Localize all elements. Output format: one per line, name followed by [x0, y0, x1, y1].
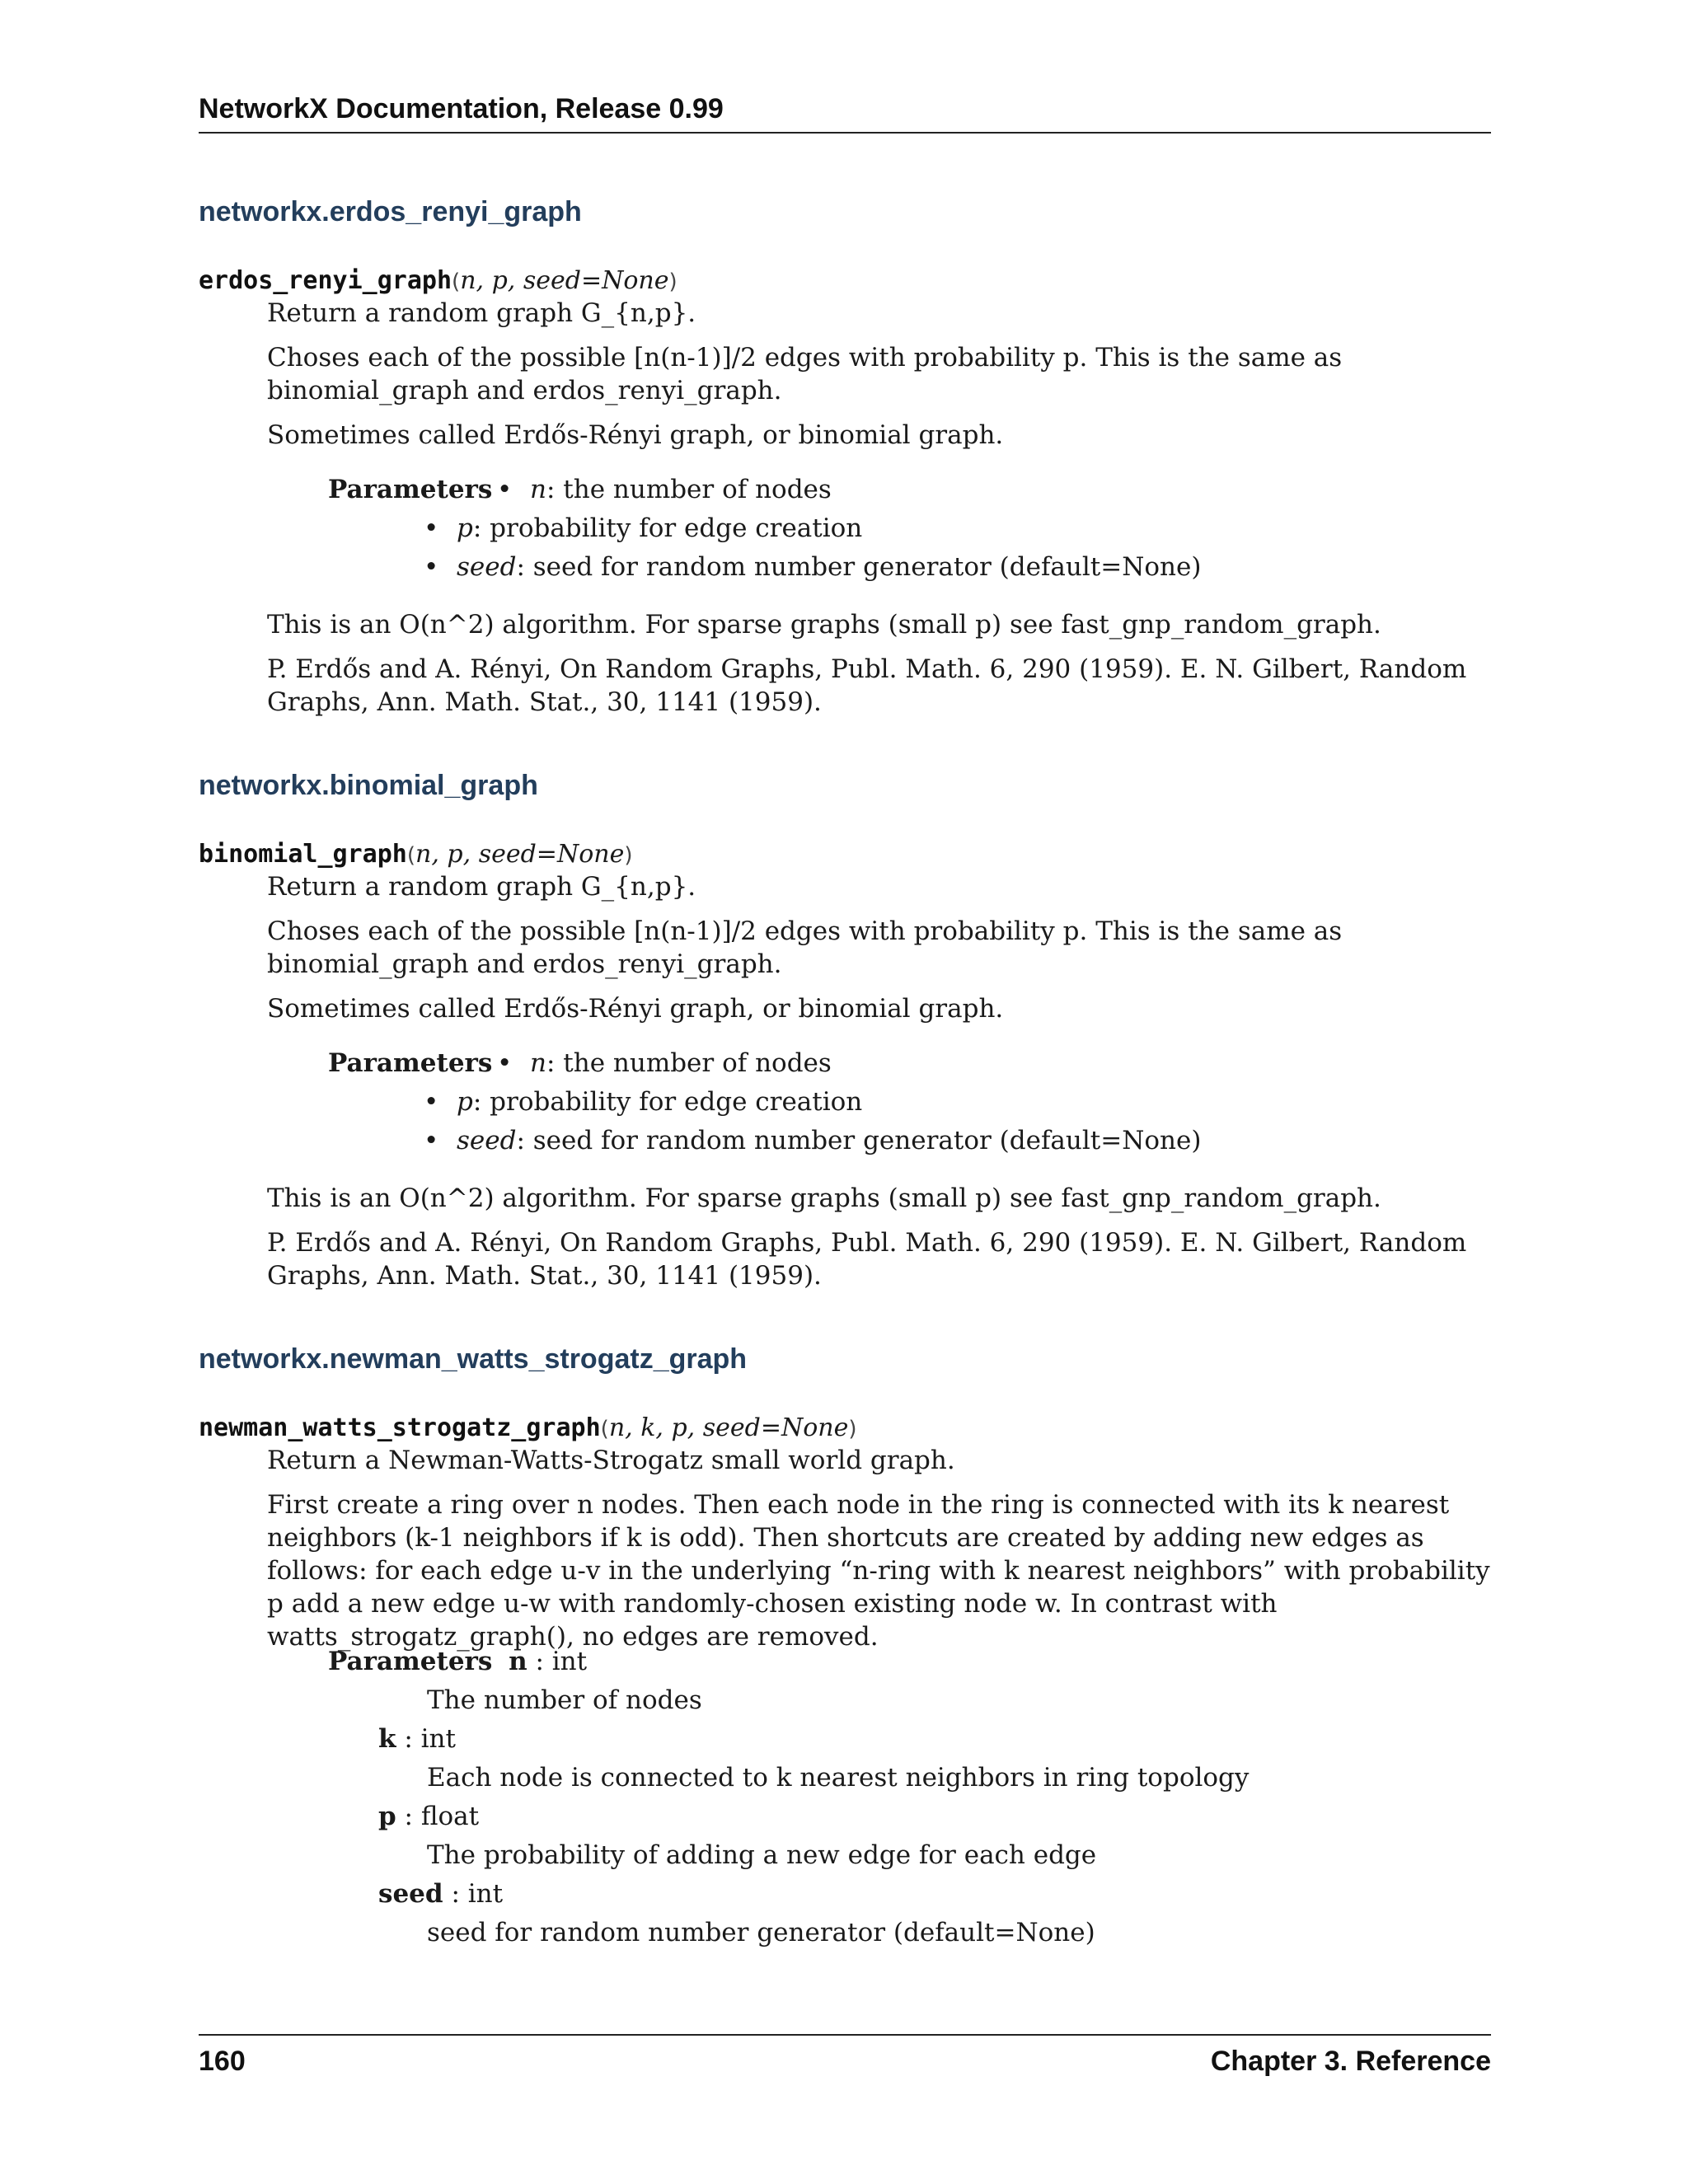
param-entry: [378, 1720, 456, 1759]
function-notes: [267, 1182, 1492, 1304]
parameters-label-row: [328, 1643, 587, 1681]
section-heading-binomial: networkx.binomial_graph: [199, 770, 538, 801]
function-description: [267, 297, 1492, 463]
parameters-label: Parameters: [328, 1647, 493, 1676]
description: Choses each of the possible [n(n-1)]/2 edges with probability p. This is the same as binomial_graph and erdos_renyi_graph.: [267, 916, 1343, 979]
param-item: p: probability for edge creation: [457, 1087, 863, 1117]
function-name: newman_watts_strogatz_graph: [199, 1413, 601, 1442]
description-aka: Sometimes called Erdős-Rényi graph, or binomial graph.: [267, 994, 1004, 1024]
parameters-list: Parameters • n: the number of nodes • p: probability for edge creation • seed: seed for random number generator (default=None): [328, 1044, 1482, 1160]
header-title: NetworkX Documentation, Release 0.99: [199, 93, 724, 124]
function-args: n, p, seed=None: [460, 266, 669, 295]
function-description: [267, 1444, 1492, 1665]
param-name: p: [378, 1802, 396, 1831]
section-heading-erdos-renyi: networkx.erdos_renyi_graph: [199, 196, 582, 227]
function-description: [267, 870, 1492, 1037]
param-item: n: the number of nodes: [530, 1048, 832, 1078]
function-name: erdos_renyi_graph: [199, 266, 452, 295]
function-signature: erdos_renyi_graph(n, p, seed=None): [199, 266, 678, 295]
description-aka: Sometimes called Erdős-Rényi graph, or binomial graph.: [267, 420, 1004, 450]
section-heading-newman-watts-strogatz: networkx.newman_watts_strogatz_graph: [199, 1343, 748, 1375]
param-item: seed: seed for random number generator (default=None): [457, 552, 1202, 582]
page-footer: [199, 2034, 1491, 2078]
function-args: n, k, p, seed=None: [608, 1413, 849, 1442]
param-entry: [378, 1797, 479, 1836]
param-name: n: [509, 1647, 528, 1676]
function-signature: newman_watts_strogatz_graph(n, k, p, seed=None): [199, 1413, 857, 1442]
summary: Return a Newman-Watts-Strogatz small world graph.: [267, 1446, 955, 1475]
param-type: : int: [451, 1879, 504, 1909]
param-name: k: [378, 1724, 396, 1754]
param-description: Each node is connected to k nearest neighbors in ring topology: [427, 1763, 1250, 1793]
param-item: p: probability for edge creation: [457, 513, 863, 543]
complexity-note: This is an O(n^2) algorithm. For sparse graphs (small p) see fast_gnp_random_graph.: [267, 1183, 1381, 1213]
parameters-list: Parameters • n: the number of nodes • p: probability for edge creation • seed: seed for random number generator (default=None): [328, 471, 1482, 587]
references: P. Erdős and A. Rényi, On Random Graphs, Publ. Math. 6, 290 (1959). E. N. Gilbert, Random Graphs, Ann. Math. Stat., 30, 1141 (1959).: [267, 1228, 1467, 1291]
description: First create a ring over n nodes. Then each node in the ring is connected with its k nearest neighbors (k-1 neighbors if k is odd). Then shortcuts are created by adding new edges as follows: for each edge u-v in the underlying “n-ring with k nearest neighbors” with probability p add a new edge u-w with randomly-chosen existing node w. In contrast with watts_strogatz_graph(), no edges are removed.: [267, 1490, 1490, 1652]
param-item: seed: seed for random number generator (default=None): [457, 1126, 1202, 1155]
function-notes: [267, 608, 1492, 730]
function-signature: binomial_graph(n, p, seed=None): [199, 840, 633, 869]
complexity-note: This is an O(n^2) algorithm. For sparse graphs (small p) see fast_gnp_random_graph.: [267, 610, 1381, 640]
param-description: seed for random number generator (default=None): [427, 1918, 1095, 1947]
param-entry: [378, 1875, 503, 1914]
function-args: n, p, seed=None: [415, 840, 625, 869]
summary: Return a random graph G_{n,p}.: [267, 872, 696, 902]
param-name: seed: [378, 1879, 443, 1909]
page-number: 160: [199, 2046, 246, 2077]
param-description: The number of nodes: [427, 1685, 702, 1715]
page-header: [199, 93, 1491, 134]
param-type: : int: [404, 1724, 456, 1754]
description: Choses each of the possible [n(n-1)]/2 edges with probability p. This is the same as binomial_graph and erdos_renyi_graph.: [267, 343, 1343, 405]
function-name: binomial_graph: [199, 840, 407, 869]
parameters-label: Parameters: [328, 1048, 493, 1078]
param-type: : float: [404, 1802, 480, 1831]
param-item: n: the number of nodes: [530, 475, 832, 504]
chapter-label: Chapter 3. Reference: [1210, 2046, 1491, 2077]
param-description: The probability of adding a new edge for each edge: [427, 1840, 1097, 1870]
parameters-label: Parameters: [328, 475, 493, 504]
references: P. Erdős and A. Rényi, On Random Graphs, Publ. Math. 6, 290 (1959). E. N. Gilbert, Random Graphs, Ann. Math. Stat., 30, 1141 (1959).: [267, 654, 1467, 717]
summary: Return a random graph G_{n,p}.: [267, 298, 696, 328]
param-type: : int: [535, 1647, 588, 1676]
